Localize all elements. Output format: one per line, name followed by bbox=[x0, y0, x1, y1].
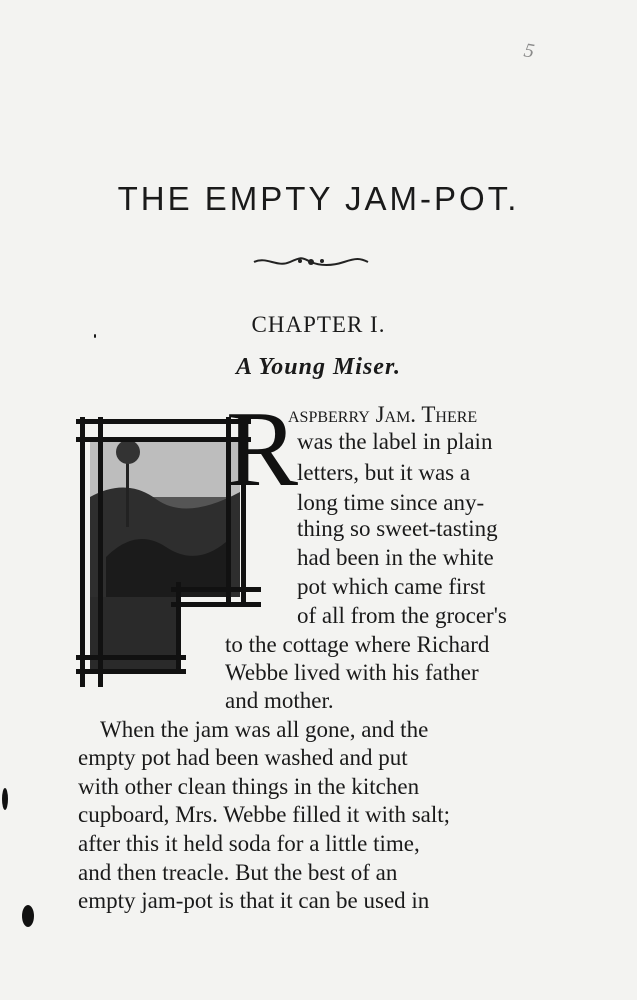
text-line: letters, but it was a bbox=[297, 460, 471, 485]
text-line: after this it held soda for a little time, bbox=[78, 831, 420, 856]
ink-speck bbox=[22, 905, 34, 927]
text-line: aspberry Jam. There bbox=[288, 402, 478, 427]
text-line: of all from the grocer's bbox=[297, 603, 507, 628]
page-number: 5 bbox=[522, 39, 536, 63]
text-line: pot which came first bbox=[297, 574, 486, 599]
text-line: When the jam was all gone, and the bbox=[100, 717, 429, 742]
text-line: empty pot had been washed and put bbox=[78, 745, 408, 770]
text-line: empty jam-pot is that it can be used in bbox=[78, 888, 430, 913]
text-line: long time since any- bbox=[297, 490, 485, 515]
text-line: with other clean things in the kitchen bbox=[78, 774, 420, 799]
chapter-subtitle: A Young Miser. bbox=[236, 354, 401, 380]
text-line: Webbe lived with his father bbox=[225, 660, 479, 685]
dropcap-letter: R bbox=[226, 390, 299, 509]
ink-speck bbox=[2, 788, 8, 810]
text-line: and then treacle. But the best of an bbox=[78, 860, 398, 885]
ink-speck bbox=[94, 334, 96, 338]
text-line: to the cottage where Richard bbox=[225, 632, 490, 657]
text-line: was the label in plain bbox=[297, 429, 493, 454]
page-title: THE EMPTY JAM-POT. bbox=[117, 180, 520, 217]
ornament-divider bbox=[252, 252, 370, 272]
text-line: and mother. bbox=[225, 688, 334, 713]
chapter-heading: CHAPTER I. bbox=[251, 312, 386, 337]
text-line: cupboard, Mrs. Webbe filled it with salt; bbox=[78, 802, 451, 827]
text-line: had been in the white bbox=[297, 545, 494, 570]
text-line: thing so sweet-tasting bbox=[297, 516, 498, 541]
